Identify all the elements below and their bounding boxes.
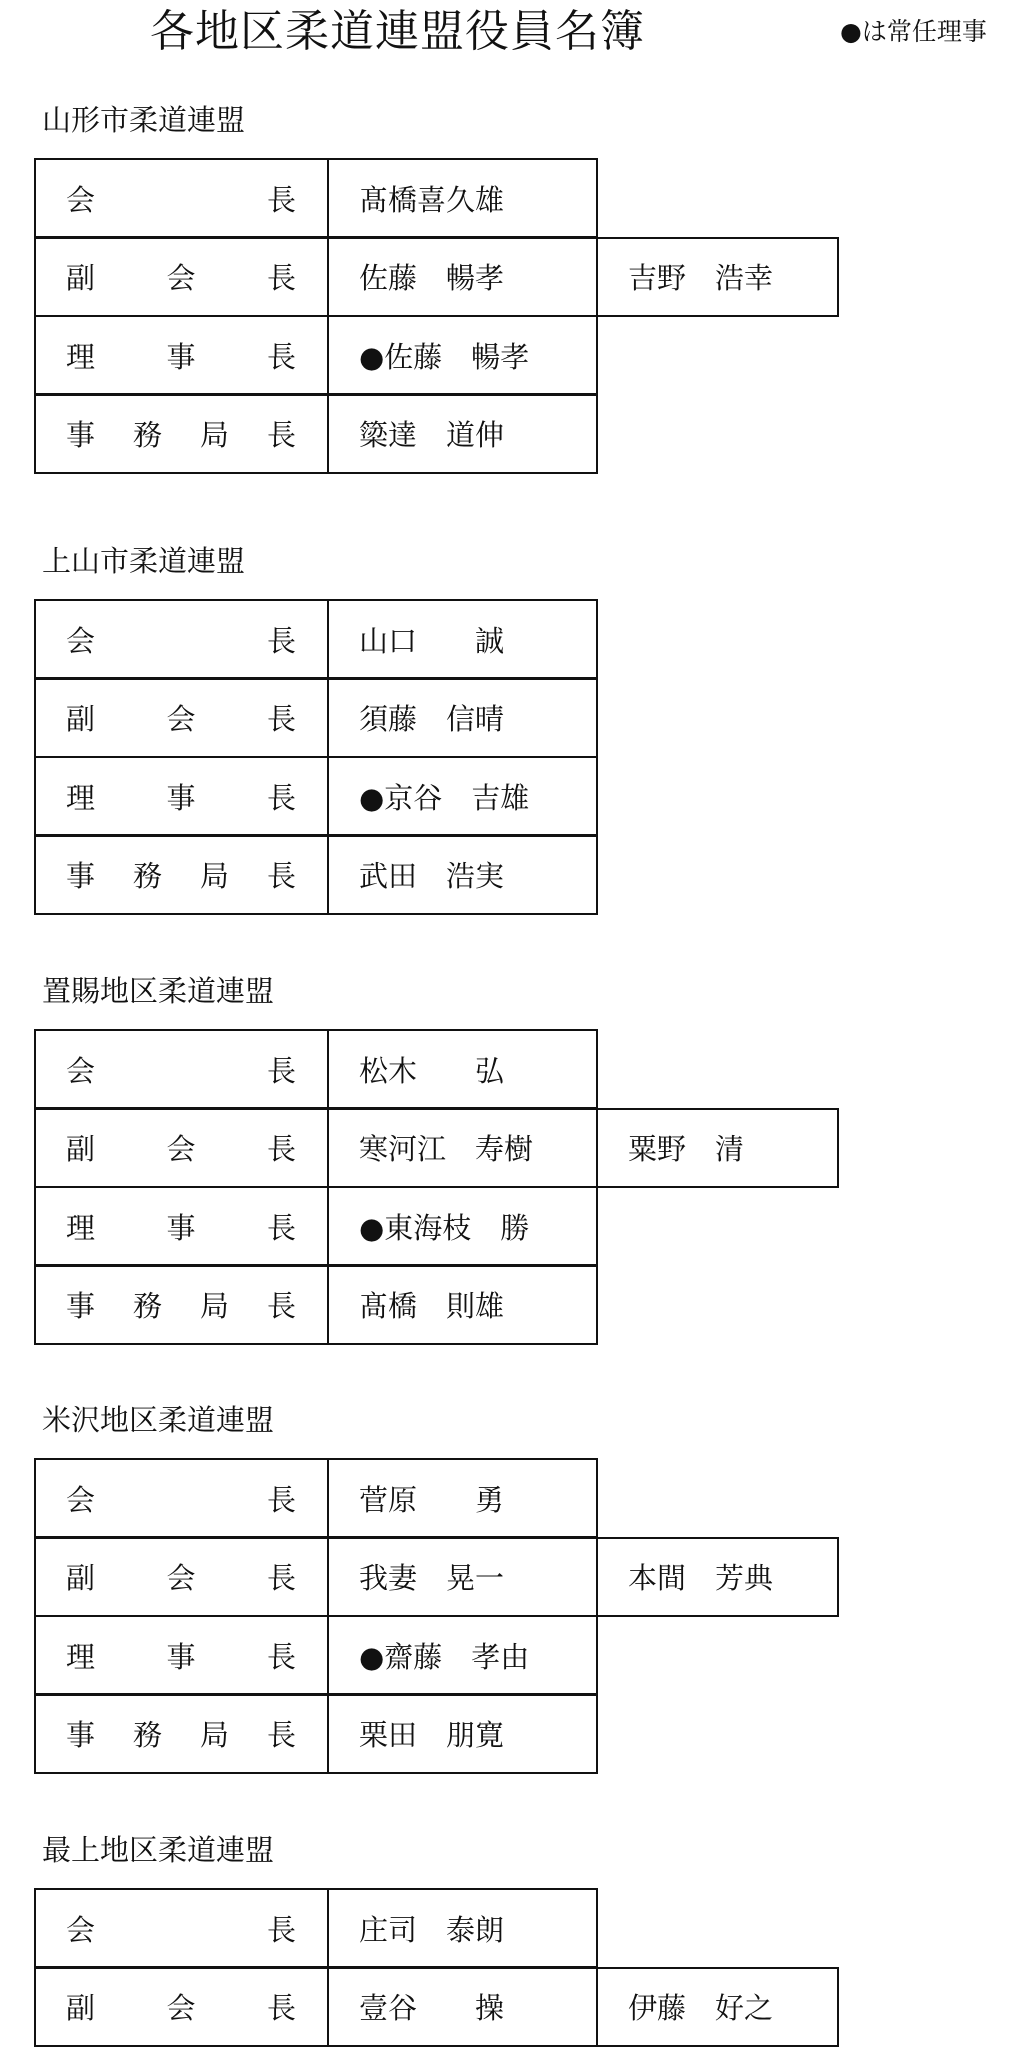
role-char: 長 xyxy=(266,1991,296,2025)
role-cell xyxy=(34,394,329,474)
role-char: 長 xyxy=(266,339,296,374)
federation-name: 最上地区柔道連盟 xyxy=(42,1833,275,1867)
role-label xyxy=(66,1635,296,1676)
role-char: 会 xyxy=(66,1912,96,1947)
officer-name: 伊藤 好之 xyxy=(628,1991,774,2025)
role-cell xyxy=(34,835,329,915)
role-cell xyxy=(34,756,329,836)
role-char: 長 xyxy=(266,1639,296,1674)
role-char: 長 xyxy=(266,1718,296,1752)
role-cell xyxy=(34,599,329,679)
role-char: 局 xyxy=(199,1718,229,1752)
role-char: 事 xyxy=(66,859,96,893)
extra-name-cell xyxy=(596,1967,839,2047)
role-label xyxy=(66,256,296,297)
role-char: 会 xyxy=(166,1561,196,1595)
role-cell xyxy=(34,1186,329,1266)
role-label xyxy=(66,776,296,817)
officer-name: ●齋藤 孝由 xyxy=(359,1639,530,1674)
role-cell xyxy=(34,1108,329,1188)
name-cell xyxy=(327,1186,598,1266)
role-label xyxy=(66,854,296,895)
role-label xyxy=(66,335,296,376)
role-char: 会 xyxy=(166,261,196,295)
extra-name-cell xyxy=(596,1537,839,1617)
role-label xyxy=(66,1908,296,1949)
role-char: 務 xyxy=(132,1718,162,1752)
role-cell xyxy=(34,1458,329,1538)
role-label xyxy=(66,178,296,219)
role-char: 理 xyxy=(66,1210,96,1245)
name-cell xyxy=(327,394,598,474)
role-label xyxy=(66,413,296,454)
role-char: 会 xyxy=(166,1991,196,2025)
role-char: 長 xyxy=(266,1053,296,1088)
role-char: 務 xyxy=(132,859,162,893)
name-cell xyxy=(327,1967,598,2047)
role-cell xyxy=(34,1967,329,2047)
role-cell xyxy=(34,315,329,395)
role-char: 会 xyxy=(66,1053,96,1088)
role-label xyxy=(66,1986,296,2027)
role-char: 理 xyxy=(66,780,96,815)
role-char: 事 xyxy=(166,1639,196,1674)
role-char: 長 xyxy=(266,623,296,658)
role-char: 会 xyxy=(166,1132,196,1166)
officer-name: 山口 誠 xyxy=(359,623,505,658)
name-cell xyxy=(327,315,598,395)
name-cell xyxy=(327,1029,598,1109)
officer-name: 栗田 朋寛 xyxy=(359,1718,505,1752)
role-cell xyxy=(34,1265,329,1345)
role-label xyxy=(66,1713,296,1754)
federation-name: 上山市柔道連盟 xyxy=(42,544,246,578)
officer-name: 菅原 勇 xyxy=(359,1482,505,1517)
name-cell xyxy=(327,1108,598,1188)
role-char: 事 xyxy=(166,1210,196,1245)
name-cell xyxy=(327,1537,598,1617)
role-char: 長 xyxy=(266,702,296,736)
role-char: 長 xyxy=(266,1561,296,1595)
name-cell xyxy=(327,1458,598,1538)
role-cell xyxy=(34,158,329,238)
role-char: 長 xyxy=(266,1912,296,1947)
role-char: 副 xyxy=(66,1132,96,1166)
officer-name: 寒河江 寿樹 xyxy=(359,1132,534,1166)
officer-name: 髙橋喜久雄 xyxy=(359,182,505,217)
legend-note: ●は常任理事 xyxy=(840,17,987,46)
role-label xyxy=(66,1049,296,1090)
extra-name-cell xyxy=(596,1108,839,1188)
role-char: 務 xyxy=(132,1289,162,1323)
officer-name: 粟野 清 xyxy=(628,1132,745,1166)
officer-name: 松木 弘 xyxy=(359,1053,505,1088)
officer-name: 須藤 信晴 xyxy=(359,702,505,736)
role-char: 長 xyxy=(266,418,296,452)
page-title: 各地区柔道連盟役員名簿 xyxy=(150,6,645,57)
role-cell xyxy=(34,678,329,758)
name-cell xyxy=(327,158,598,238)
extra-name-cell xyxy=(596,237,839,317)
role-char: 事 xyxy=(166,339,196,374)
role-char: 事 xyxy=(66,1718,96,1752)
role-cell xyxy=(34,1537,329,1617)
name-cell xyxy=(327,835,598,915)
officer-name: 壹谷 操 xyxy=(359,1991,505,2025)
federation-name: 山形市柔道連盟 xyxy=(42,103,246,137)
role-char: 副 xyxy=(66,261,96,295)
officer-name: ●東海枝 勝 xyxy=(359,1210,530,1245)
role-cell xyxy=(34,237,329,317)
role-char: 長 xyxy=(266,1289,296,1323)
role-char: 長 xyxy=(266,182,296,217)
officer-name: 武田 浩実 xyxy=(359,859,505,893)
role-char: 理 xyxy=(66,339,96,374)
officer-name: 佐藤 暢孝 xyxy=(359,261,505,295)
role-char: 長 xyxy=(266,261,296,295)
name-cell xyxy=(327,1694,598,1774)
officer-name: 髙橋 則雄 xyxy=(359,1289,505,1323)
role-char: 長 xyxy=(266,780,296,815)
role-label xyxy=(66,1478,296,1519)
name-cell xyxy=(327,1265,598,1345)
role-label xyxy=(66,1206,296,1247)
federation-name: 置賜地区柔道連盟 xyxy=(42,974,275,1008)
officer-name: 本間 芳典 xyxy=(628,1561,774,1595)
federation-name: 米沢地区柔道連盟 xyxy=(42,1403,275,1437)
role-char: 副 xyxy=(66,1991,96,2025)
role-char: 局 xyxy=(199,859,229,893)
role-char: 長 xyxy=(266,1210,296,1245)
role-char: 会 xyxy=(166,702,196,736)
role-char: 長 xyxy=(266,1482,296,1517)
role-char: 副 xyxy=(66,702,96,736)
name-cell xyxy=(327,1615,598,1695)
role-label xyxy=(66,619,296,660)
name-cell xyxy=(327,599,598,679)
role-char: 会 xyxy=(66,182,96,217)
role-char: 局 xyxy=(199,1289,229,1323)
role-char: 局 xyxy=(199,418,229,452)
role-cell xyxy=(34,1615,329,1695)
role-char: 事 xyxy=(166,780,196,815)
role-char: 理 xyxy=(66,1639,96,1674)
officer-name: 簗達 道伸 xyxy=(359,418,505,452)
role-char: 事 xyxy=(66,1289,96,1323)
role-char: 会 xyxy=(66,623,96,658)
role-char: 長 xyxy=(266,1132,296,1166)
role-cell xyxy=(34,1888,329,1968)
officer-name: ●京谷 吉雄 xyxy=(359,780,530,815)
role-cell xyxy=(34,1694,329,1774)
name-cell xyxy=(327,1888,598,1968)
role-label xyxy=(66,1127,296,1168)
role-char: 会 xyxy=(66,1482,96,1517)
role-char: 事 xyxy=(66,418,96,452)
role-label xyxy=(66,1284,296,1325)
officer-name: 庄司 泰朗 xyxy=(359,1912,505,1947)
role-char: 副 xyxy=(66,1561,96,1595)
role-label xyxy=(66,697,296,738)
officer-name: 我妻 晃一 xyxy=(359,1561,505,1595)
name-cell xyxy=(327,756,598,836)
role-label xyxy=(66,1556,296,1597)
role-char: 長 xyxy=(266,859,296,893)
role-char: 務 xyxy=(132,418,162,452)
role-cell xyxy=(34,1029,329,1109)
name-cell xyxy=(327,237,598,317)
officer-name: ●佐藤 暢孝 xyxy=(359,339,530,374)
officer-name: 吉野 浩幸 xyxy=(628,261,774,295)
name-cell xyxy=(327,678,598,758)
